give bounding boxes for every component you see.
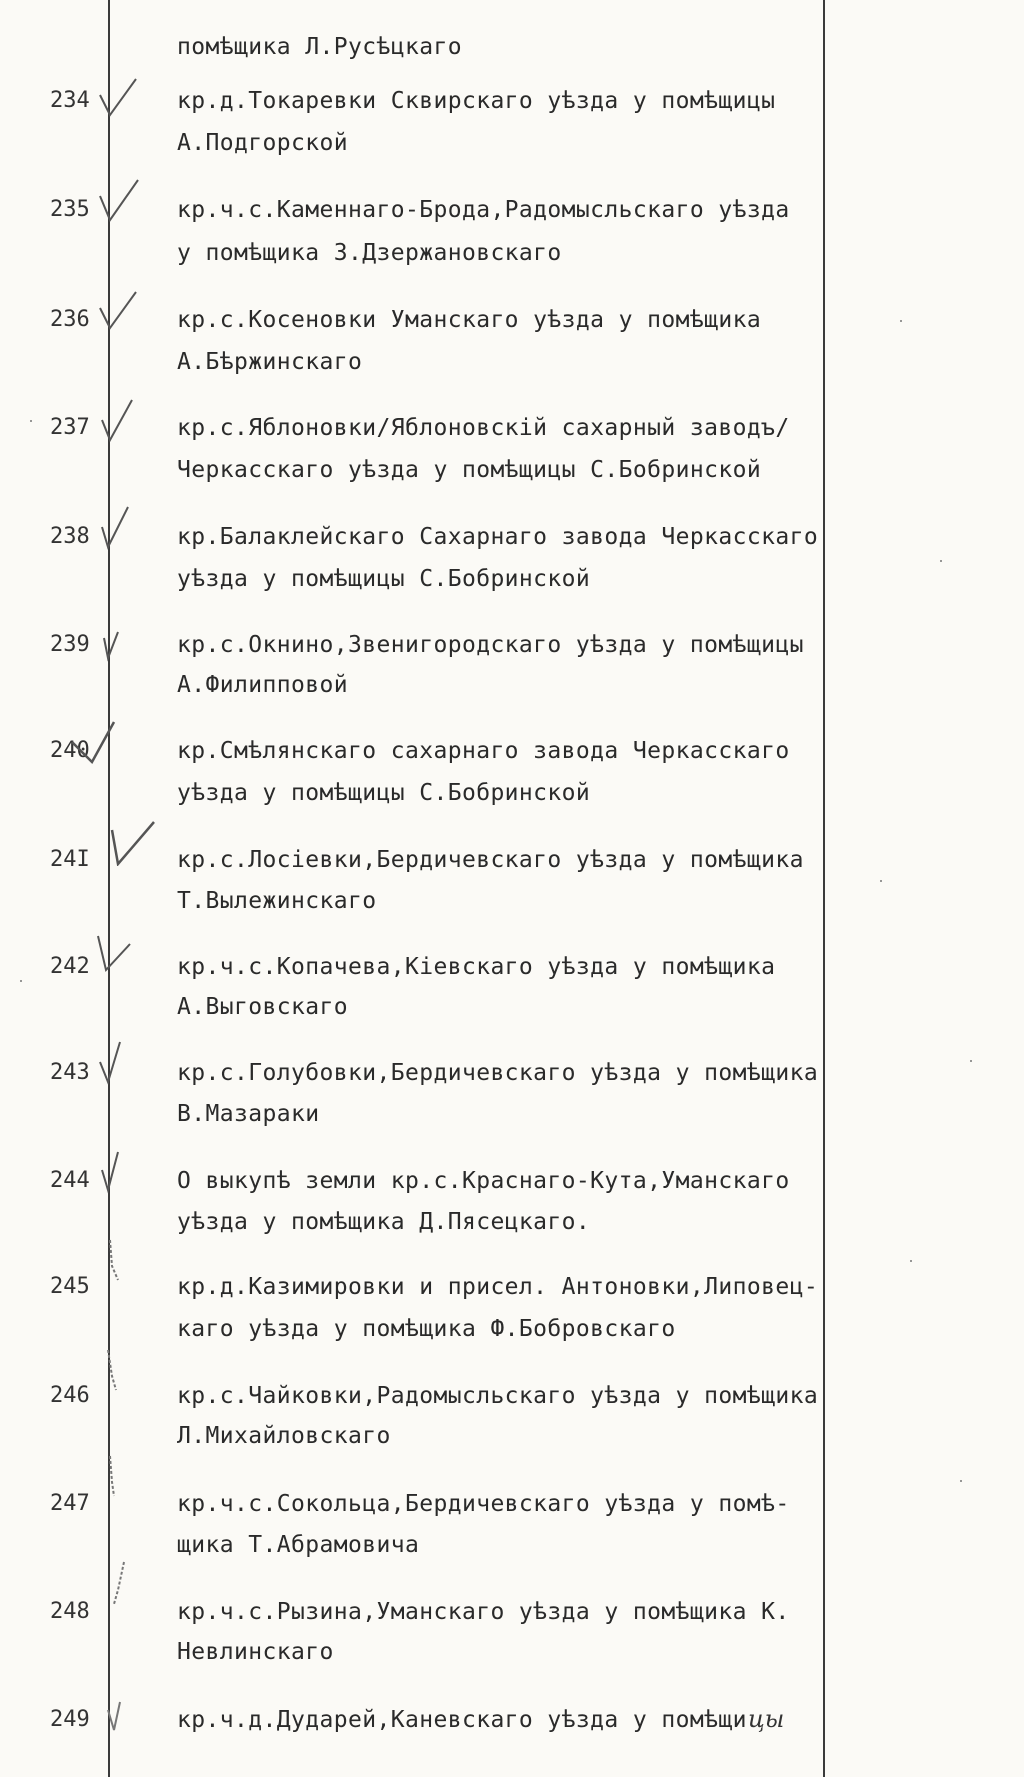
entry-number: 246 [50, 1383, 90, 1408]
text-line: А.Бѣржинскаго [177, 349, 363, 375]
text-line: кр.ч.с.Каменнаго-Брода,Радомысльскаго уѣзда [177, 197, 790, 223]
text-line: А.Выговскаго [177, 994, 348, 1020]
left-margin-rule [108, 0, 110, 1777]
checkmark-icon [96, 1346, 142, 1392]
checkmark-icon [96, 1452, 142, 1498]
text-line: А.Филипповой [177, 672, 348, 698]
text-line: кр.ч.с.Рызина,Уманскаго уѣзда у помѣщика К. [177, 1599, 790, 1625]
checkmark-icon [96, 288, 142, 334]
entry-number: 237 [50, 415, 90, 440]
entry-number: 242 [50, 954, 90, 979]
text-line: кр.ч.с.Копачева,Кіевскаго уѣзда у помѣщика [177, 954, 776, 980]
text-line: кр.Смѣлянскаго сахарнаго завода Черкасскаго [177, 738, 790, 764]
checkmark-icon [96, 820, 156, 866]
paper-speck [880, 880, 882, 882]
text-line: кр.с.Окнино,Звенигородскаго уѣзда у помѣщицы [177, 632, 804, 658]
paper-speck [910, 1260, 912, 1262]
text-line: уѣзда у помѣщика Д.Пясецкаго. [177, 1209, 591, 1235]
text-line: кр.д.Токаревки Сквирскаго уѣзда у помѣщицы [177, 88, 776, 114]
text-line: О выкупѣ земли кр.с.Краснаго-Кута,Уманскаго [177, 1168, 790, 1194]
entry-number: 247 [50, 1491, 90, 1516]
text-line: кр.с.Косеновки Уманскаго уѣзда у помѣщика [177, 307, 762, 333]
text-line: кр.Балаклейскаго Сахарнаго завода Черкасскаго [177, 524, 819, 550]
right-margin-rule [823, 0, 825, 1777]
entry-number: 236 [50, 307, 90, 332]
entry-number: 244 [50, 1168, 90, 1193]
checkmark-icon [96, 1236, 142, 1282]
checkmark-icon [96, 178, 142, 224]
checkmark-icon [96, 1560, 142, 1606]
text-line: кр.ч.с.Сокольца,Бердичевскаго уѣзда у помѣ- [177, 1491, 790, 1517]
paper-speck [20, 980, 22, 982]
checkmark-icon [96, 930, 142, 976]
entry-number: 238 [50, 524, 90, 549]
paper-speck [960, 1480, 962, 1482]
text-line: у помѣщика З.Дзержановскаго [177, 240, 562, 266]
entry-number: 249 [50, 1707, 90, 1732]
checkmark-icon [96, 75, 142, 121]
text-line: кр.с.Голубовки,Бердичевскаго уѣзда у помѣщика [177, 1060, 819, 1086]
handwritten-suffix: цы [748, 1705, 785, 1733]
checkmark-icon [96, 1040, 142, 1086]
text-line: А.Подгорской [177, 130, 348, 156]
entry-number: 234 [50, 88, 90, 113]
entry-number: 243 [50, 1060, 90, 1085]
paper-speck [940, 560, 942, 562]
text-line: кр.д.Казимировки и присел. Антоновки,Липовец- [177, 1274, 819, 1300]
text-line: кр.ч.д.Дударей,Каневскаго уѣзда у помѣщи [177, 1707, 747, 1733]
entry-number: 24I [50, 847, 90, 872]
text-line: кр.с.Яблоновки/Яблоновскій сахарный заводъ/ [177, 415, 790, 441]
checkmark-icon [96, 618, 142, 664]
text-line: Т.Вылежинскаго [177, 888, 377, 914]
checkmark-icon [70, 720, 126, 766]
checkmark-icon [96, 398, 142, 444]
text-line: Л.Михайловскаго [177, 1423, 391, 1449]
text-line: помѣщика Л.Русѣцкаго [177, 34, 462, 60]
text-line: щика Т.Абрамовича [177, 1532, 420, 1558]
entry-number: 240 [50, 738, 90, 763]
checkmark-icon [96, 505, 142, 551]
text-line: Невлинскаго [177, 1639, 334, 1665]
text-line: В.Мазараки [177, 1101, 320, 1127]
checkmark-icon [96, 1690, 142, 1736]
text-line: уѣзда у помѣщицы С.Бобринской [177, 780, 591, 806]
text-line: уѣзда у помѣщицы С.Бобринской [177, 566, 591, 592]
text-line: каго уѣзда у помѣщика Ф.Бобровскаго [177, 1316, 676, 1342]
checkmark-icon [96, 1148, 142, 1194]
paper-speck [900, 320, 902, 322]
text-line: кр.с.Лосіевки,Бердичевскаго уѣзда у помѣщика [177, 847, 804, 873]
paper-speck [970, 1060, 972, 1062]
entry-number: 248 [50, 1599, 90, 1624]
text-line: Черкасскаго уѣзда у помѣщицы С.Бобринской [177, 457, 762, 483]
entry-number: 239 [50, 632, 90, 657]
entry-number: 245 [50, 1274, 90, 1299]
text-line: кр.с.Чайковки,Радомысльскаго уѣзда у помѣщика [177, 1383, 819, 1409]
paper-speck [30, 420, 32, 422]
entry-number: 235 [50, 197, 90, 222]
